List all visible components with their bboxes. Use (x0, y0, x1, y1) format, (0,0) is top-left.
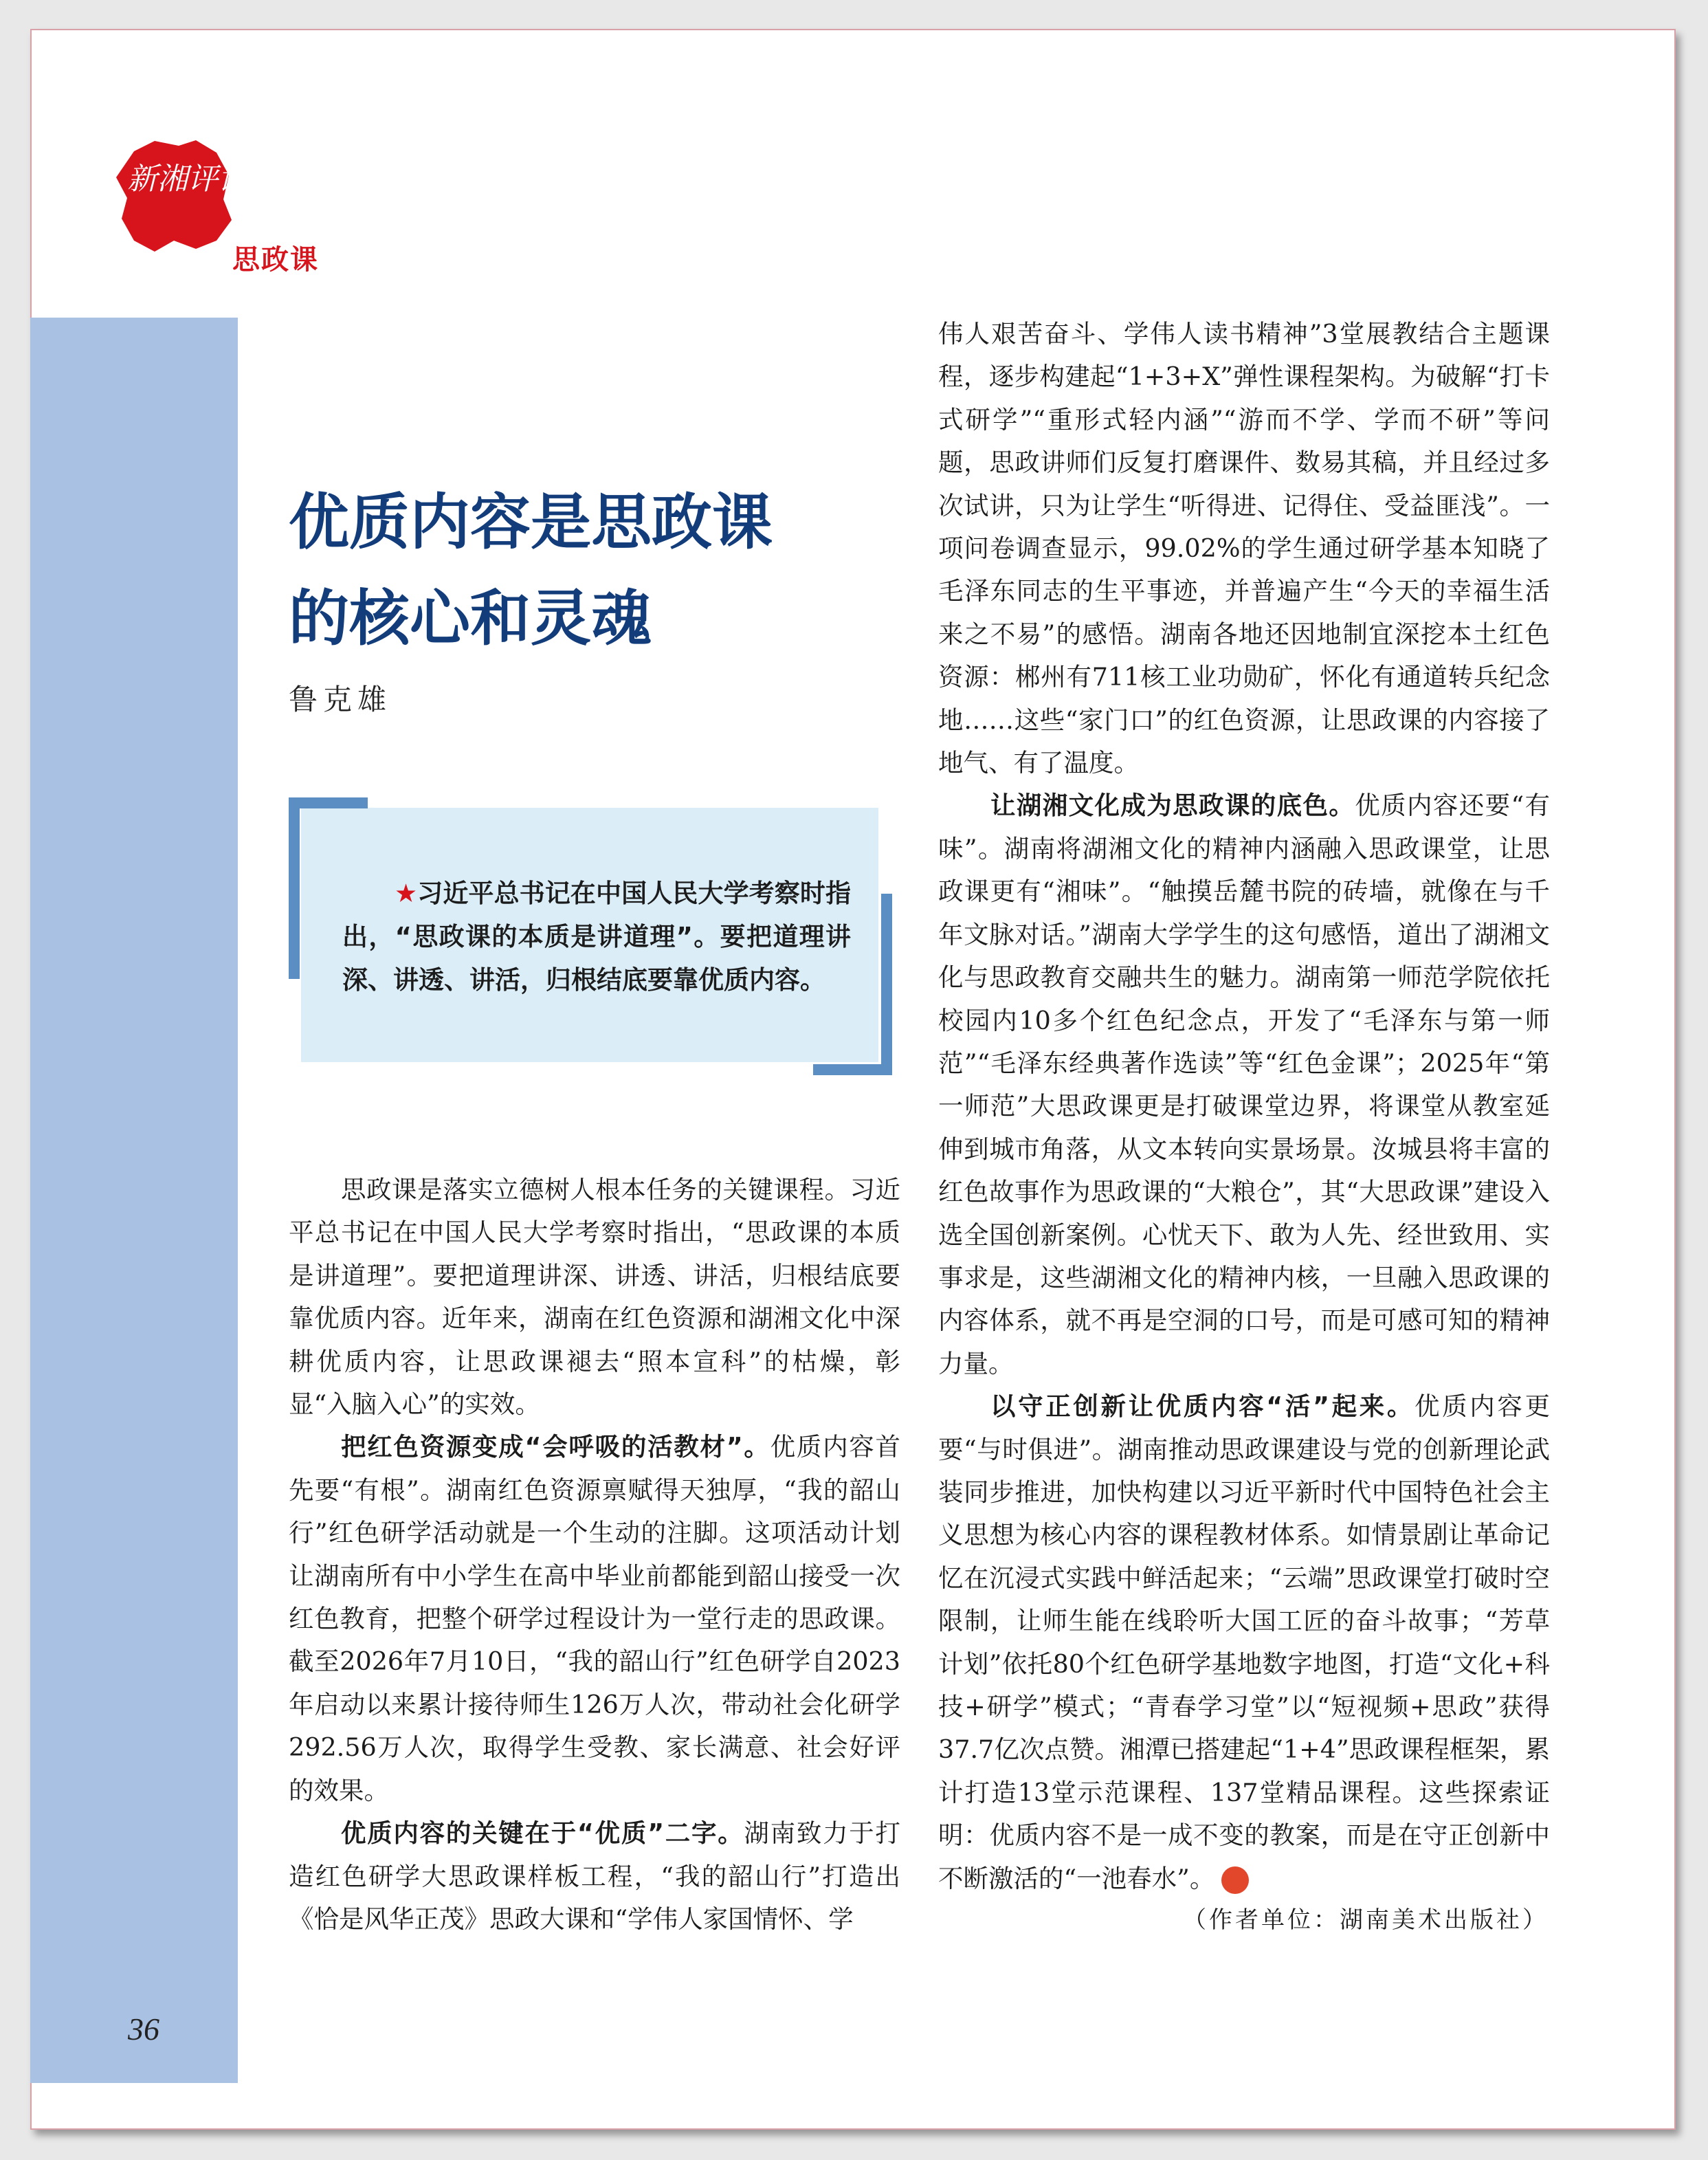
left-column (289, 1169, 900, 1941)
paragraph (938, 1385, 1550, 1900)
paragraph-lead: 让湖湘文化成为思政课的底色。 (990, 791, 1355, 821)
paragraph-text: 优质内容首先要“有根”。湖南红色资源禀赋得天独厚，“我的韶山行”红色研学活动就是一个生动的注脚。这项活动计划让湖南所有中小学生在高中毕业前都能到韶山接受一次红色教育，把整个研学过程设计为一堂行走的思政课。截至2026年7月10日，“我的韶山行”红色研学自2023年启动以来累计接待师生126万人次，带动社会化研学292.56万人次，取得学生受教、家长满意、社会好评的效果。 (289, 1432, 901, 1805)
title-line-1: 优质内容是思政课 (289, 487, 773, 558)
end-mark-icon: 湘 (1221, 1866, 1249, 1894)
section-label: 思政课 (232, 244, 319, 276)
logo-text: 新湘评论 (127, 162, 248, 197)
paragraph-text: 湖南致力于打造红色研学大思政课样板工程，“我的韶山行”打造出《恰是风华正茂》思政大课和“学伟人家国情怀、学 (289, 1818, 900, 1934)
paragraph (289, 1812, 900, 1941)
paragraph (938, 313, 1550, 784)
title-line-2: 的核心和灵魂 (289, 583, 652, 654)
pull-quote-text: 习近平总书记在中国人民大学考察时指出，“思政课的本质是讲道理”。要把道理讲深、讲透、讲活，归根结底要靠优质内容。 (342, 879, 852, 995)
paragraph-lead: 优质内容的关键在于“优质”二字。 (341, 1818, 744, 1849)
author-name: 鲁克雄 (289, 683, 392, 716)
paragraph (289, 1169, 900, 1426)
author-affiliation: （作者单位：湖南美术出版社） (1183, 1906, 1549, 1934)
paragraph-text: 优质内容更要“与时俱进”。湖南推动思政课建设与党的创新理论武装同步推进，加快构建以习近平新时代中国特色社会主义思想为核心内容的课程教材体系。如情景剧让革命记忆在沉浸式实践中鲜活起来；“云端”思政课堂打破时空限制，让师生能在线聆听大国工匠的奋斗故事；“芳草计划”依托80个红色研学基地数字地图，打造“文化+科技+研学”模式；“青春学习堂”以“短视频+思政”获得37.7亿次点赞。湘潭已搭建起“1+4”思政课程框架，累计打造13堂示范课程、137堂精品课程。这些探索证明：优质内容不是一成不变的教案，而是在守正创新中不断激活的“一池春水”。 (938, 1391, 1551, 1893)
pull-quote (342, 872, 851, 1002)
paragraph-lead: 把红色资源变成“会呼吸的活教材”。 (341, 1432, 770, 1462)
star-icon: ★ (395, 879, 418, 908)
page-number: 36 (128, 2012, 159, 2047)
article-title (289, 474, 811, 667)
paragraph (938, 784, 1550, 1385)
paragraph-lead: 以守正创新让优质内容“活”起来。 (990, 1391, 1415, 1422)
paragraph-text: 思政课是落实立德树人根本任务的关键课程。习近平总书记在中国人民大学考察时指出，“思政课的本质是讲道理”。要把道理讲深、讲透、讲活，归根结底要靠优质内容。近年来，湖南在红色资源和湖湘文化中深耕优质内容，让思政课褪去“照本宣科”的枯燥，彰显“入脑入心”的实效。 (289, 1175, 900, 1420)
paragraph-text: 优质内容还要“有味”。湖南将湖湘文化的精神内涵融入思政课堂，让思政课更有“湘味”。“触摸岳麓书院的砖墙，就像在与千年文脉对话。”湖南大学学生的这句感悟，道出了湖湘文化与思政教育交融共生的魅力。湖南第一师范学院依托校园内10多个红色纪念点，开发了“毛泽东与第一师范”“毛泽东经典著作选读”等“红色金课”；2025年“第一师范”大思政课更是打破课堂边界，将课堂从教室延伸到城市角落，从文本转向实景场景。汝城县将丰富的红色故事作为思政课的“大粮仓”，其“大思政课”建设入选全国创新案例。心忧天下、敢为人先、经世致用、实事求是，这些湖湘文化的精神内核，一旦融入思政课的内容体系，就不再是空洞的口号，而是可感可知的精神力量。 (938, 791, 1550, 1378)
sidebar-band (30, 318, 238, 2083)
masthead-logo (113, 137, 248, 254)
paragraph (289, 1426, 900, 1812)
right-column (938, 313, 1550, 1900)
paragraph-text: 伟人艰苦奋斗、学伟人读书精神”3堂展教结合主题课程，逐步构建起“1+3+X”弹性课程架构。为破解“打卡式研学”“重形式轻内涵”“游而不学、学而不研”等问题，思政讲师们反复打磨课件、数易其稿，并且经过多次试讲，只为让学生“听得进、记得住、受益匪浅”。一项问卷调查显示，99.02%的学生通过研学基本知晓了毛泽东同志的生平事迹，并普遍产生“今天的幸福生活来之不易”的感悟。湖南各地还因地制宜深挖本土红色资源：郴州有711核工业功勋矿，怀化有通道转兵纪念地……这些“家门口”的红色资源，让思政课的内容接了地气、有了温度。 (938, 319, 1550, 778)
